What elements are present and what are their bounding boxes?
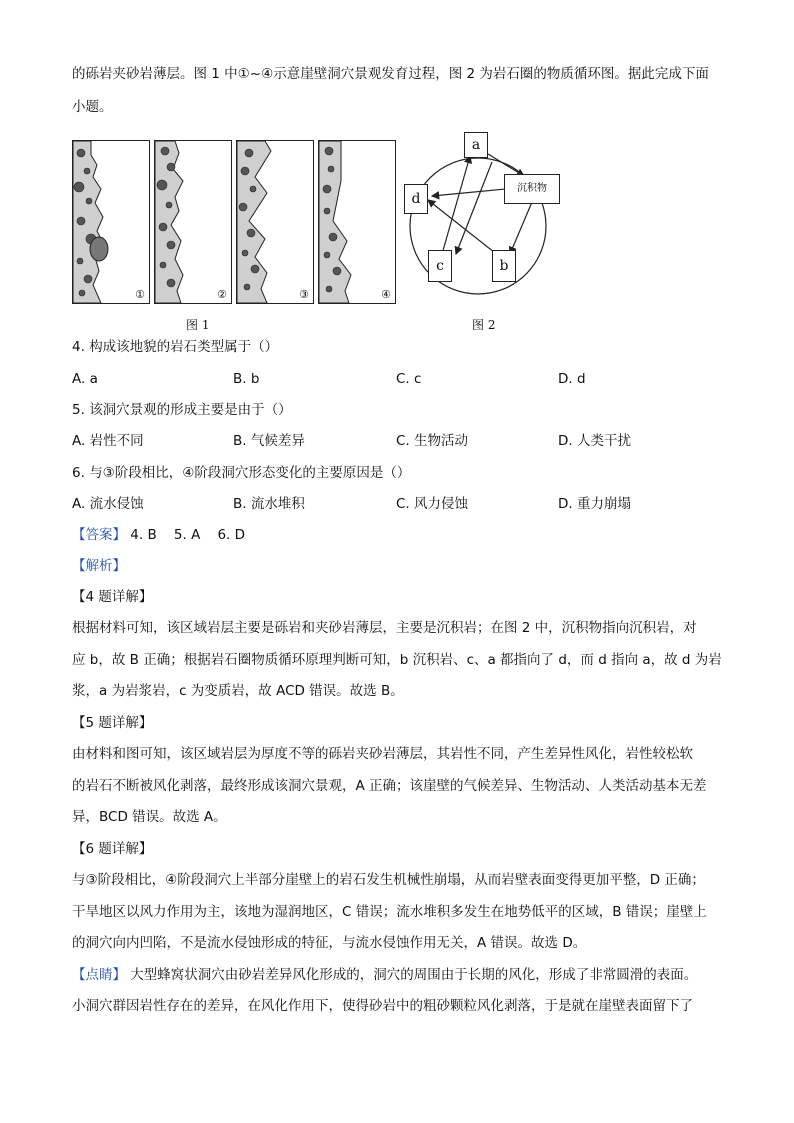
cliff-section-stage-1 (73, 141, 149, 303)
node-d: d (404, 184, 428, 214)
detail-6-line-1: 与③阶段相比，④阶段洞穴上半部分崖壁上的岩石发生机械性崩塌，从而岩壁表面变得更加平整，D 正确； (72, 872, 705, 888)
figures (72, 137, 712, 340)
question-4-number: 4. (72, 339, 85, 355)
figure-1-panel-2 (154, 140, 232, 304)
question-6-number: 6. (72, 465, 85, 481)
detail-4-line-2: 应 b，故 B 正确；根据岩石圈物质循环原理判断可知，b 沉积岩、c、a 都指向了 d，而 d 指向 a，故 d 为岩 (72, 652, 722, 668)
node-sediment: 沉积物 (504, 174, 560, 204)
node-a: a (464, 132, 488, 158)
question-6-option-c: C. 风力侵蚀 (396, 496, 469, 512)
question-5 (72, 400, 292, 420)
figure-1-panel-1 (72, 140, 150, 304)
detail-4-label: 【4 题详解】 (72, 589, 153, 605)
figure-2-caption: 图 2 (472, 318, 496, 332)
question-5-option-c: C. 生物活动 (396, 433, 469, 449)
figure-1-panel-3 (236, 140, 314, 304)
panel-1-label: ① (135, 288, 145, 301)
figure-2 (400, 126, 570, 332)
question-6 (72, 463, 410, 483)
detail-5-line-2: 的岩石不断被风化剥落，最终形成该洞穴景观，A 正确；该崖壁的气候差异、生物活动、人类活动基本无差 (72, 778, 707, 794)
question-6-option-b: B. 流水堆积 (233, 496, 305, 512)
question-6-option-d: D. 重力崩塌 (558, 496, 631, 512)
question-4 (72, 337, 278, 357)
intro-line-2: 小题。 (72, 99, 113, 115)
detail-6-line-3: 的洞穴向内凹陷，不是流水侵蚀形成的特征，与流水侵蚀作用无关，A 错误。故选 D。 (72, 935, 587, 951)
detail-6-label: 【6 题详解】 (72, 841, 153, 857)
answer-label: 【答案】 (72, 527, 126, 543)
arrow-a-to-c (456, 162, 492, 254)
panel-2-label: ② (217, 288, 227, 301)
detail-4-line-1: 根据材料可知，该区域岩层主要是砾岩和夹砂岩薄层，主要是沉积岩；在图 2 中，沉积物指向沉积岩，对 (72, 620, 697, 636)
panel-4-label: ④ (381, 288, 391, 301)
cliff-section-stage-3 (237, 141, 313, 303)
analysis-label: 【解析】 (72, 558, 126, 574)
tip-line-1 (72, 965, 697, 985)
panel-3-label: ③ (299, 288, 309, 301)
detail-4-line-3: 浆，a 为岩浆岩，c 为变质岩，故 ACD 错误。故选 B。 (72, 683, 404, 699)
cliff-section-stage-2 (155, 141, 231, 303)
intro-line-1: 的砾岩夹砂岩薄层。图 1 中①~④示意崖壁洞穴景观发育过程，图 2 为岩石圈的物质循环图。据此完成下面 (72, 66, 709, 82)
question-4-option-d: D. d (558, 371, 586, 387)
arrow-sediment-to-b (510, 202, 532, 254)
question-6-stem: 与③阶段相比，④阶段洞穴形态变化的主要原因是（） (89, 465, 411, 481)
arrow-c-to-a (442, 156, 470, 254)
question-4-option-b: B. b (233, 371, 260, 387)
question-5-option-a: A. 岩性不同 (72, 433, 144, 449)
question-6-option-a: A. 流水侵蚀 (72, 496, 144, 512)
node-b: b (492, 250, 516, 282)
tip-text-1: 大型蜂窝状洞穴由砂岩差异风化形成的，洞穴的周围由于长期的风化，形成了非常圆滑的表面。 (130, 967, 698, 983)
detail-5-label: 【5 题详解】 (72, 715, 153, 731)
question-5-number: 5. (72, 402, 85, 418)
question-5-stem: 该洞穴景观的形成主要是由于（） (89, 402, 292, 418)
detail-5-line-3: 异，BCD 错误。故选 A。 (72, 809, 227, 825)
question-4-option-a: A. a (72, 371, 98, 387)
tip-line-2: 小洞穴群因岩性存在的差异，在风化作用下，使得砂岩中的粗砂颗粒风化剥落，于是就在崖壁表面留下了 (72, 998, 693, 1014)
cliff-section-stage-4 (319, 141, 395, 303)
question-4-option-c: C. c (396, 371, 422, 387)
detail-5-line-1: 由材料和图可知，该区域岩层为厚度不等的砾岩夹砂岩薄层，其岩性不同，产生差异性风化，岩性较松软 (72, 746, 693, 762)
figure-1-caption: 图 1 (186, 318, 210, 332)
detail-6-line-2: 干旱地区以风力作用为主，该地为湿润地区，C 错误；流水堆积多发生在地势低平的区域，B 错误；崖壁上 (72, 904, 707, 920)
answer-line (72, 525, 245, 545)
arrow-a-to-sediment (488, 154, 524, 176)
node-c: c (428, 250, 452, 282)
question-4-stem: 构成该地貌的岩石类型属于（） (89, 339, 279, 355)
question-5-option-b: B. 气候差异 (233, 433, 305, 449)
tip-label: 【点睛】 (72, 967, 126, 983)
figure-1-panel-4 (318, 140, 396, 304)
boulder-icon (90, 237, 108, 261)
answer-text: 4. B 5. A 6. D (130, 527, 246, 543)
question-5-option-d: D. 人类干扰 (558, 433, 631, 449)
